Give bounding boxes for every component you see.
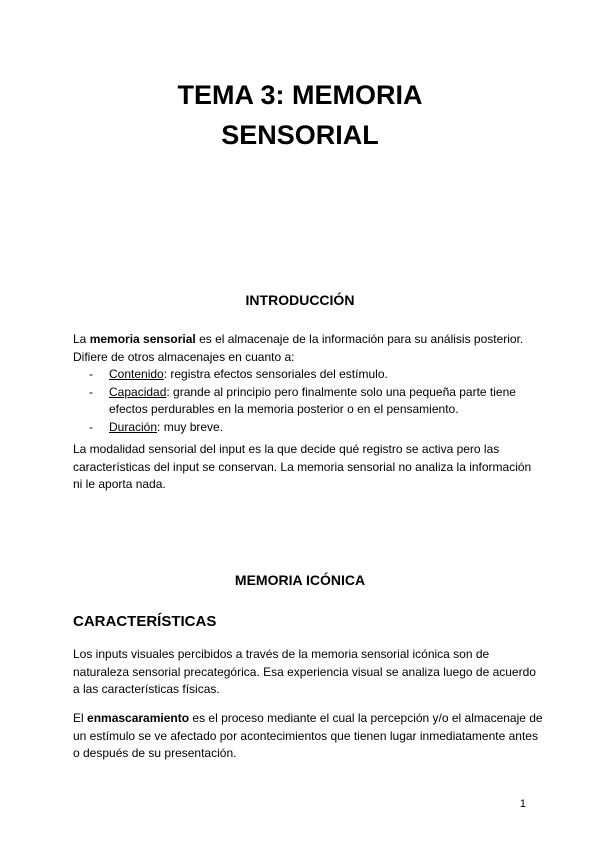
intro-p1-bold-term: memoria sensorial [89,332,196,346]
intro-heading: INTRODUCCIÓN [245,292,355,308]
intro-p1-pre: La [73,332,90,346]
intro-list [73,366,543,436]
list-item [73,419,543,437]
list-item [73,384,543,419]
title-line-2: SENSORIAL [221,120,379,150]
title-line-1: TEMA 3: MEMORIA [177,80,423,110]
list-item-term: Contenido [109,367,164,381]
page-title [0,75,600,155]
list-item-text: : grande al principio pero finalmente solo una pequeña parte tiene efectos perdurables en la memoria posterior o en el pensamiento. [109,384,516,416]
intro-p1-post: es el almacenaje de la información para su análisis posterior. [195,332,524,346]
iconic-paragraph-2 [73,710,543,763]
iconic-p2-pre: El [73,711,88,725]
intro-section [73,331,543,436]
characteristics-heading: CARACTERÍSTICAS [73,613,217,630]
intro-paragraph-2: La modalidad sensorial del input es la que decide qué registro se activa pero las características del input se conservan. La memoria sensorial no analiza la información ni le aporta nada. [73,442,532,491]
iconic-paragraph-1: Los inputs visuales percibidos a través de la memoria sensorial icónica son de naturaleza sensorial precategórica. Esa experiencia visual se analiza luego de acuerdo a las características físicas. [73,647,536,696]
dash-bullet: - [89,384,93,399]
iconic-p2-post: es el proceso mediante el cual la percepción y/o el almacenaje de un estímulo se ve afectado por acontecimientos que tienen lugar inmediatamente antes o después de su presentación. [73,711,543,760]
list-item-term: Capacidad [109,384,167,399]
list-item [73,366,543,384]
intro-paragraph-1 [73,331,543,349]
iconic-p2-bold-term: enmascaramiento [87,711,190,725]
dash-bullet: - [89,367,93,381]
intro-paragraph-1-line-2: Difiere de otros almacenajes en cuanto a: [73,349,295,364]
list-item-text: : registra efectos sensoriales del estímulo. [163,367,388,381]
list-item-term: Duración [109,419,158,434]
page-number: 1 [519,798,526,810]
iconic-heading: MEMORIA ICÓNICA [234,572,366,588]
dash-bullet: - [89,419,93,434]
list-item-text: : muy breve. [157,419,224,434]
